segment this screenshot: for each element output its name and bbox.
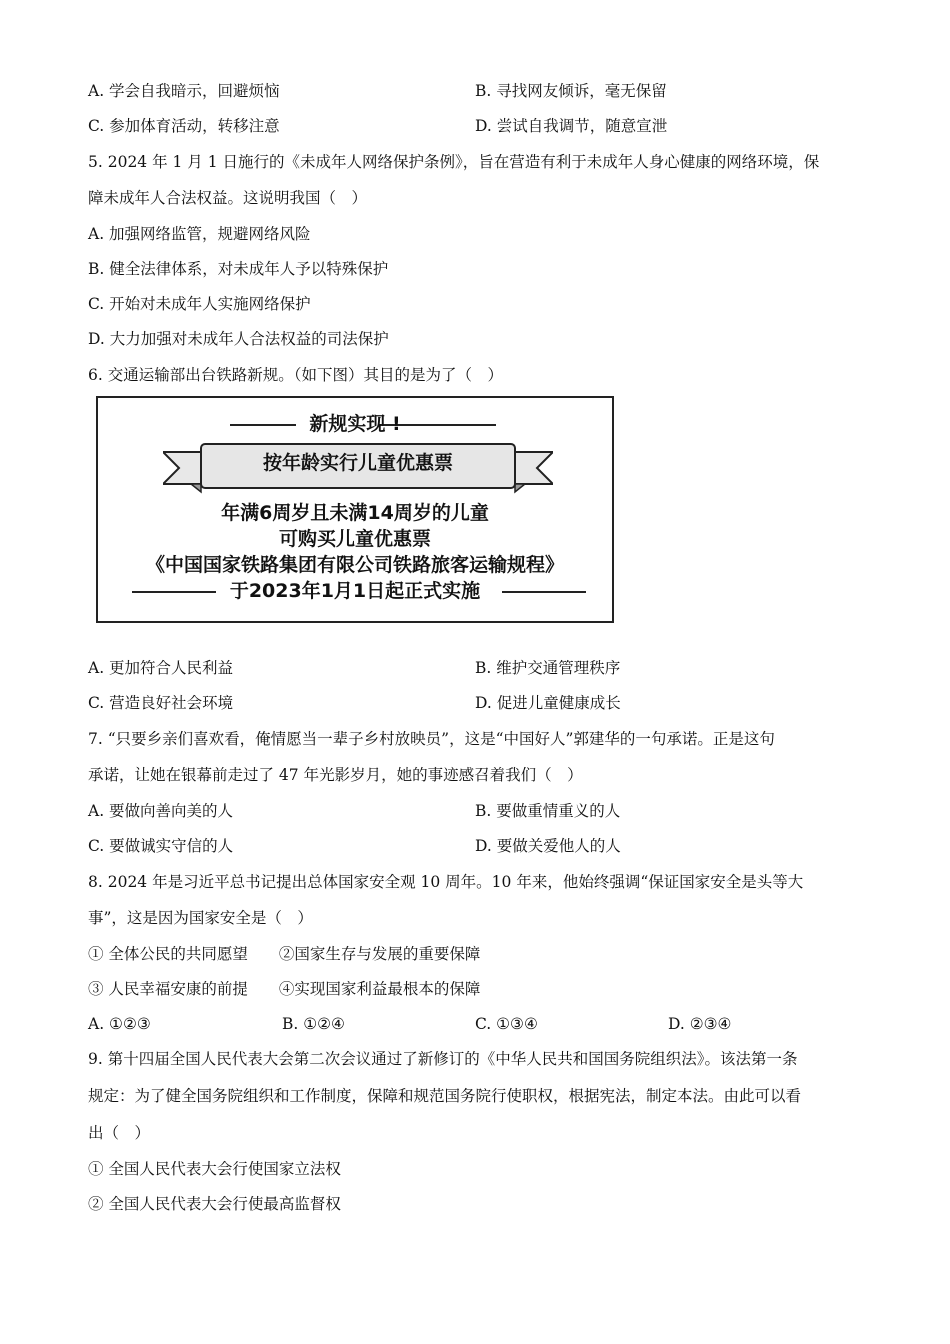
q7-stem-line2: 承诺，让她在银幕前走过了 47 年光影岁月，她的事迹感召着我们（ ） <box>88 766 583 784</box>
q7-option-c: C. 要做诚实守信的人 <box>88 837 234 855</box>
banner-text: 按年龄实行儿童优惠票 <box>262 452 453 474</box>
q9-stem-line2: 规定：为了健全国务院组织和工作制度，保障和规范国务院行使职权，根据宪法，制定本法。由此可以看 <box>88 1087 802 1105</box>
notice-line-2: 可购买儿童优惠票 <box>278 528 431 550</box>
q8-option-b: B. ①②④ <box>282 1015 345 1033</box>
q8-items-3-4: ③ 人民幸福安康的前提 ④实现国家利益最根本的保障 <box>88 980 481 998</box>
q9-item-1: ① 全国人民代表大会行使国家立法权 <box>88 1160 341 1178</box>
notice-line-4: 于2023年1月1日起正式实施 <box>229 580 481 602</box>
q5-option-d: D. 大力加强对未成年人合法权益的司法保护 <box>88 330 389 348</box>
q9-stem-line1: 9. 第十四届全国人民代表大会第二次会议通过了新修订的《中华人民共和国国务院组织法》。该法第一条 <box>88 1050 798 1068</box>
q6-option-c: C. 营造良好社会环境 <box>88 694 234 712</box>
q4-option-d: D. 尝试自我调节，随意宣泄 <box>475 117 668 135</box>
q6-option-b: B. 维护交通管理秩序 <box>475 659 621 677</box>
q8-option-a: A. ①②③ <box>88 1015 151 1033</box>
q5-option-b: B. 健全法律体系，对未成年人予以特殊保护 <box>88 260 389 278</box>
q7-option-b: B. 要做重情重义的人 <box>475 802 621 820</box>
q8-items-1-2: ① 全体公民的共同愿望 ②国家生存与发展的重要保障 <box>88 945 481 963</box>
notice-line-3: 《中国国家铁路集团有限公司铁路旅客运输规程》 <box>145 554 564 576</box>
q7-option-a: A. 要做向善向美的人 <box>88 802 234 820</box>
notice-footer-row <box>98 578 612 604</box>
q8-stem-line2: 事”，这是因为国家安全是（ ） <box>88 909 313 927</box>
q4-option-a: A. 学会自我暗示，回避烦恼 <box>88 82 280 100</box>
q7-option-d: D. 要做关爱他人的人 <box>475 837 621 855</box>
notice-line-1: 年满6周岁且未满14周岁的儿童 <box>221 502 489 524</box>
q5-option-c: C. 开始对未成年人实施网络保护 <box>88 295 311 313</box>
q4-option-b: B. 寻找网友倾诉，毫无保留 <box>475 82 667 100</box>
q8-option-d: D. ②③④ <box>668 1015 732 1033</box>
q8-stem-line1: 8. 2024 年是习近平总书记提出总体国家安全观 10 周年。10 年来，他始终强调“保证国家安全是头等大 <box>88 873 804 891</box>
q6-stem: 6. 交通运输部出台铁路新规。（如下图）其目的是为了（ ） <box>88 366 503 384</box>
q5-stem-line1: 5. 2024 年 1 月 1 日施行的《未成年人网络保护条例》，旨在营造有利于未成年人身心健康的网络环境，保 <box>88 153 820 171</box>
q5-option-a: A. 加强网络监管，规避网络风险 <box>88 225 311 243</box>
q9-stem-line3: 出（ ） <box>88 1124 151 1142</box>
ribbon-banner <box>163 440 553 496</box>
notice-heading: 新规实现 ! <box>309 413 401 435</box>
q4-option-c: C. 参加体育活动，转移注意 <box>88 117 280 135</box>
q7-stem-line1: 7. “只要乡亲们喜欢看，俺情愿当一辈子乡村放映员”，这是“中国好人”郭建华的一句承诺。正是这句 <box>88 730 775 748</box>
railway-notice-figure <box>96 396 614 623</box>
q8-option-c: C. ①③④ <box>475 1015 538 1033</box>
q9-item-2: ② 全国人民代表大会行使最高监督权 <box>88 1195 341 1213</box>
q5-stem-line2: 障未成年人合法权益。这说明我国（ ） <box>88 189 368 207</box>
q6-option-a: A. 更加符合人民利益 <box>88 659 234 677</box>
notice-heading-row <box>98 410 612 438</box>
q6-option-d: D. 促进儿童健康成长 <box>475 694 621 712</box>
